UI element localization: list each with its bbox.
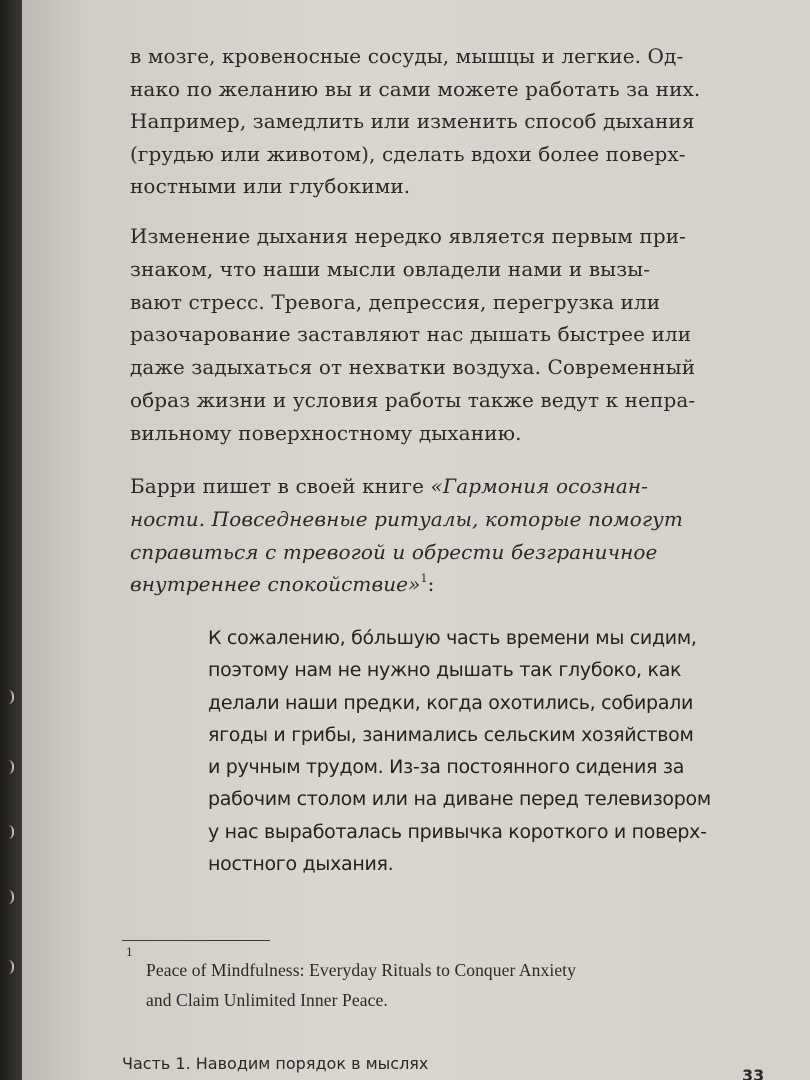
quote-line: рабочим столом или на диване перед телевизором: [208, 788, 711, 811]
paragraph-2: [130, 220, 720, 450]
footnote-line: Peace of Mindfulness: Everyday Rituals to Conquer Anxiety: [146, 960, 576, 980]
quote-line: ягоды и грибы, занимались сельским хозяйством: [208, 723, 694, 746]
text-run: :: [427, 572, 435, 597]
text-line: знаком, что наши мысли овладели нами и вызы-: [130, 256, 651, 281]
previous-page-edge: [0, 0, 22, 1080]
footnote-line: and Claim Unlimited Inner Peace.: [146, 990, 388, 1010]
text-line: вильному поверхностному дыханию.: [130, 420, 522, 445]
paragraph-3: [130, 470, 720, 605]
text-line: даже задыхаться от нехватки воздуха. Современный: [130, 355, 696, 380]
previous-page-fragment: [2, 760, 14, 774]
text-line: Изменение дыхания нередко является первым при-: [130, 224, 687, 248]
footnote: [146, 955, 736, 1015]
book-title-italic: справиться с тревогой и обрести безграничное: [130, 539, 658, 564]
previous-page-fragment: [2, 690, 14, 704]
text-run: Барри пишет в своей книге: [130, 474, 431, 498]
book-page: [22, 0, 810, 1080]
text-line: вают стресс. Тревога, депрессия, перегрузка или: [130, 289, 661, 314]
book-title-italic: «Гармония осознан-: [430, 474, 649, 498]
quote-line: ностного дыхания.: [208, 853, 394, 876]
previous-page-fragment: [2, 960, 14, 974]
quote-line: у нас выработалась привычка короткого и поверх-: [208, 820, 707, 843]
book-title-italic: ности. Повседневные ритуалы, которые помогут: [130, 506, 683, 531]
text-line: [130, 568, 720, 605]
previous-page-fragment: [2, 890, 14, 904]
block-quote: [208, 622, 738, 880]
text-line: ностными или глубокими.: [130, 174, 411, 199]
previous-page-fragment: [2, 825, 14, 839]
text-line: (грудью или животом), сделать вдохи более поверх-: [130, 141, 686, 166]
quote-line: делали наши предки, когда охотились, собирали: [208, 691, 694, 714]
footnote-divider: [122, 940, 270, 941]
text-line: в мозге, кровеносные сосуды, мышцы и легкие. Од-: [130, 44, 684, 68]
quote-line: и ручным трудом. Из-за постоянного сидения за: [208, 756, 685, 779]
running-footer: Часть 1. Наводим порядок в мыслях: [122, 1054, 429, 1073]
text-line: разочарование заставляют нас дышать быстрее или: [130, 322, 692, 347]
text-line: образ жизни и условия работы также ведут к непра-: [130, 387, 696, 412]
quote-line: поэтому нам не нужно дышать так глубоко, как: [208, 659, 682, 682]
text-line: Например, замедлить или изменить способ дыхания: [130, 109, 695, 134]
text-line: [130, 470, 720, 503]
text-line: нако по желанию вы и сами можете работать за них.: [130, 76, 701, 101]
footnote-reference: 1: [420, 572, 428, 586]
quote-line: К сожалению, бóльшую часть времени мы сидим,: [208, 627, 697, 649]
footnote-mark: 1: [126, 946, 133, 959]
page-number: 33: [742, 1066, 765, 1080]
paragraph-1: [130, 40, 720, 203]
book-title-italic: внутреннее спокойствие»: [130, 572, 421, 597]
